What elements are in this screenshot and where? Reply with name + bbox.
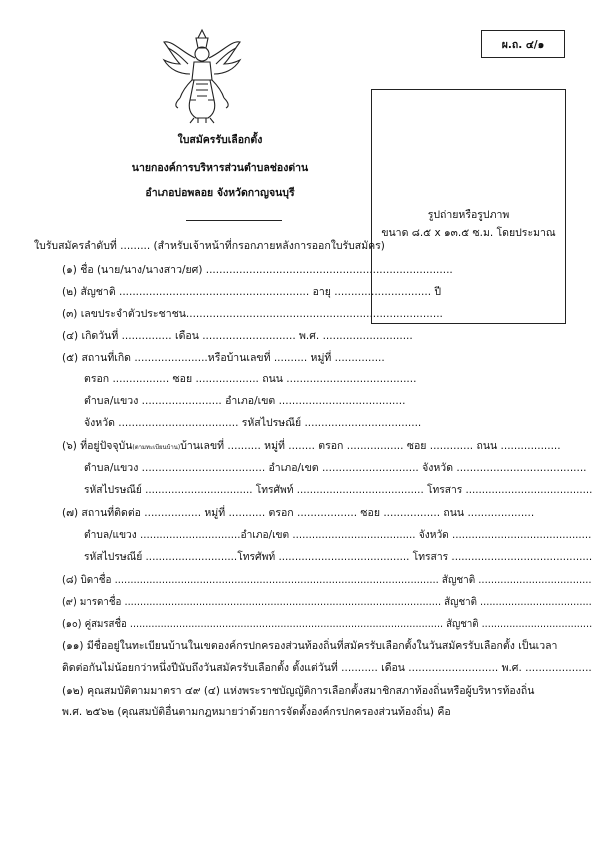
field-nationality-age: (๒) สัญชาติ ......................................................... อายุ ............................. ปี: [62, 286, 442, 298]
organization-line: นายกองค์การบริหารส่วนตำบลช่องด่าน: [131, 162, 309, 174]
current-address-note: (ตามทะเบียนบ้าน): [132, 444, 181, 451]
field-current-address-contact: รหัสไปรษณีย์ ................................. โทรศัพท์ ....................................... โทรสาร .......................................: [84, 484, 593, 496]
field-qualification-line2: พ.ศ. ๒๕๖๒ (คุณสมบัติอื่นตามกฎหมายว่าด้วยการจัดตั้งองค์กรปกครองส่วนท้องถิ่น) คือ: [62, 706, 451, 718]
current-address-fields: บ้านเลขที่ .......... หมู่ที่ ........ ตรอก ................. ซอย ............. ถนน ..................: [180, 440, 561, 452]
photo-caption-line2: ขนาด ๘.๕ x ๑๓.๕ ซ.ม. โดยประมาณ: [381, 227, 556, 239]
field-name: (๑) ชื่อ (นาย/นาง/นางสาว/ยศ) ..........................................................................: [62, 264, 453, 276]
field-birthplace-district: ตำบล/แขวง ........................ อำเภอ/เขต ......................................: [84, 395, 406, 407]
field-id-number: (๓) เลขประจำตัวประชาชน.............................................................................: [62, 308, 443, 320]
field-birth-date: (๔) เกิดวันที่ ............... เดือน ............................ พ.ศ. ...........................: [62, 330, 413, 342]
field-residency-line2: ติดต่อกันไม่น้อยกว่าหนึ่งปีนับถึงวันสมัครรับเลือกตั้ง ตั้งแต่วันที่ ........... เดือน ........................... พ.ศ. ....................: [62, 662, 592, 674]
field-birthplace-province: จังหวัด .................................... รหัสไปรษณีย์ ...................................: [84, 417, 422, 429]
form-code-label: ผ.ถ. ๔/๑: [481, 30, 565, 58]
field-qualification-line1: (๑๒) คุณสมบัติตามมาตรา ๔๙ (๔) แห่งพระราชบัญญัติการเลือกตั้งสมาชิกสภาท้องถิ่นหรือผู้บริหารท้องถิ่น: [62, 685, 535, 697]
title-underline: [186, 220, 282, 221]
field-residency-line1: (๑๑) มีชื่ออยู่ในทะเบียนบ้านในเขตองค์กรปกครองส่วนท้องถิ่นที่สมัครรับเลือกตั้งในวันสมัครรับเลือกตั้ง เป็นเวลา: [62, 640, 558, 652]
field-contact-address: (๗) สถานที่ติดต่อ ................. หมู่ที่ ........... ตรอก .................. ซอย ................. ถนน ....................: [62, 507, 535, 519]
receipt-number-line: ใบรับสมัครลำดับที่ ......... (สำหรับเจ้าหน้าที่กรอกภายหลังการออกใบรับสมัคร): [34, 240, 385, 252]
field-birthplace: (๕) สถานที่เกิด ......................หรือบ้านเลขที่ .......... หมู่ที่ ...............: [62, 352, 385, 364]
field-contact-address-district: ตำบล/แขวง ...............................อำเภอ/เขต ...................................... จังหวัด ...........................................: [84, 529, 592, 541]
field-mother-name: (๙) มารดาชื่อ ...................................................................................................... สัญชาติ ....................................: [62, 596, 592, 608]
field-spouse-name: (๑๐) คู่สมรสชื่อ ...................................................................................................... สัญชาติ ....................................: [62, 618, 593, 630]
location-line: อำเภอบ่อพลอย จังหวัดกาญจนบุรี: [145, 187, 295, 199]
field-birthplace-alley: ตรอก ................. ซอย ................... ถนน .......................................: [84, 373, 417, 385]
form-title: ใบสมัครรับเลือกตั้ง: [177, 134, 263, 146]
field-current-address: [62, 437, 561, 454]
field-father-name: (๘) บิดาชื่อ ....................................................................................................... สัญชาติ ....................................: [62, 574, 592, 586]
current-address-label: (๖) ที่อยู่ปัจจุบัน: [62, 440, 133, 452]
field-contact-address-contact: รหัสไปรษณีย์ ............................โทรศัพท์ ........................................ โทรสาร ...........................................: [84, 551, 593, 563]
garuda-emblem-icon: [160, 28, 244, 124]
field-current-address-district: ตำบล/แขวง ..................................... อำเภอ/เขต ............................. จังหวัด .......................................: [84, 462, 587, 474]
photo-caption-line1: รูปถ่ายหรือรูปภาพ: [427, 209, 510, 221]
